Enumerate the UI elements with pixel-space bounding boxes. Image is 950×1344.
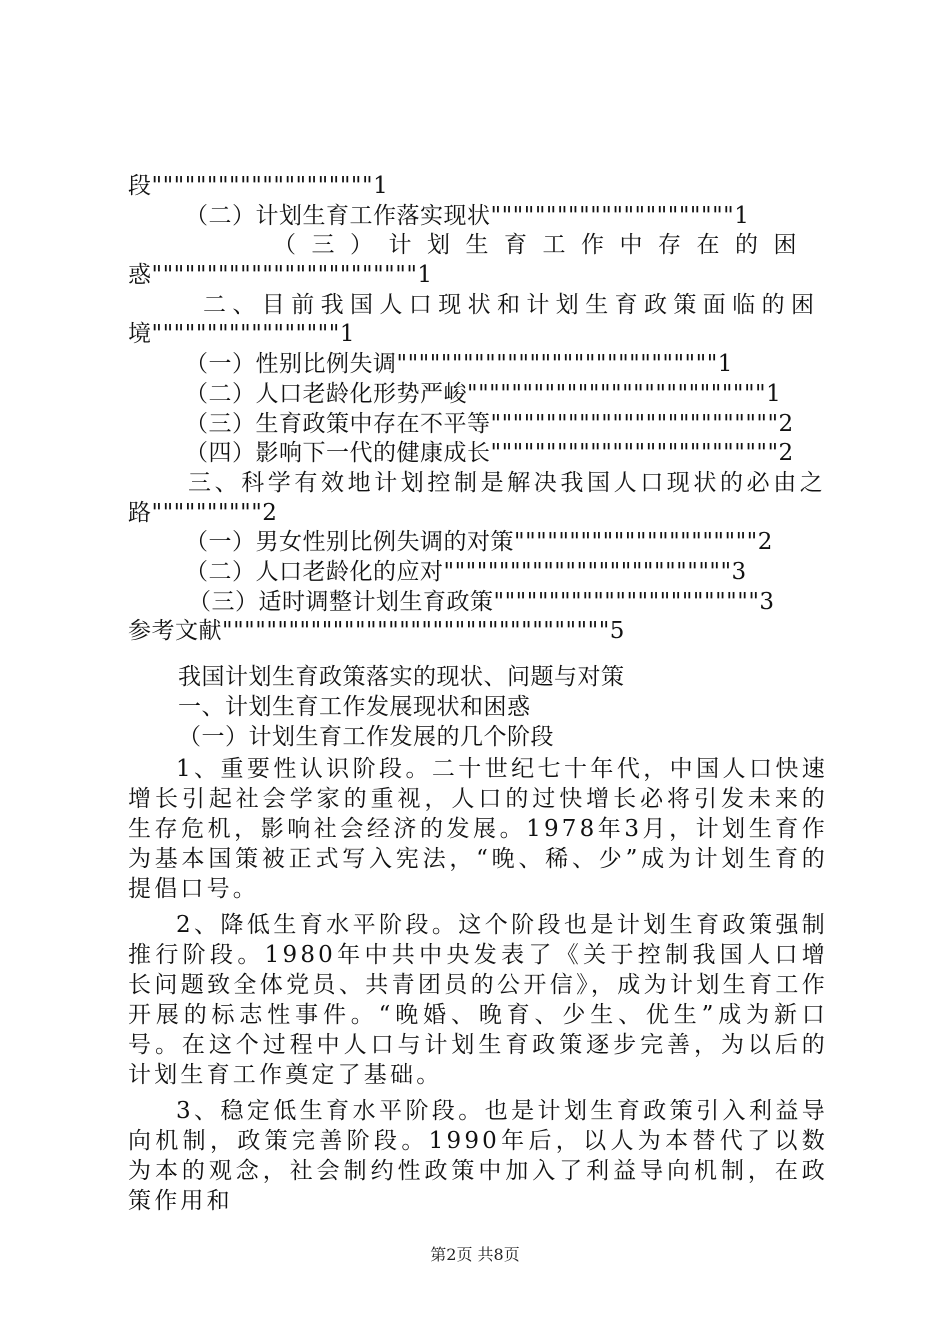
- toc-entry: （二）人口老龄化的应对""""""""""""""""""""""""""3: [185, 558, 747, 585]
- toc-entry: 路""""""""""2: [128, 499, 278, 526]
- toc-entry: 二、目前我国人口现状和计划生育政策面临的困: [203, 291, 821, 318]
- toc-entry: 段""""""""""""""""""""1: [128, 173, 389, 199]
- paragraph: 3、稳定低生育水平阶段。也是计划生育政策引入利益导向机制，政策完善阶段。1990年后，以人为本替代了以数为本的观念，社会制约性政策中加入了利益导向机制，在政策作用和: [128, 1098, 828, 1214]
- toc-entry: （二）计划生育工作落实现状""""""""""""""""""""""1: [185, 202, 750, 229]
- document-body: [128, 662, 828, 1222]
- toc-entry: （三）计划生育工作中存在的困: [273, 232, 812, 259]
- paragraph: 2、降低生育水平阶段。这个阶段也是计划生育政策强制推行阶段。1980年中共中央发表了《关于控制我国人口增长问题致全体党员、共青团员的公开信》，成为计划生育工作开展的标志性事件。“晚婚、晚育、少生、优生”成为新口号。在这个过程中人口与计划生育政策逐步完善，为以后的计划生育工作奠定了基础。: [128, 912, 828, 1088]
- toc-entry: 境"""""""""""""""""1: [128, 321, 355, 348]
- page-footer: 第2页 共8页: [430, 1245, 520, 1264]
- toc-entry: （三）生育政策中存在不平等""""""""""""""""""""""""""2: [185, 410, 794, 437]
- table-of-contents: [128, 172, 834, 647]
- toc-entry: （一）性别比例失调"""""""""""""""""""""""""""""1: [185, 351, 733, 378]
- toc-entry: （二）人口老龄化形势严峻"""""""""""""""""""""""""""1: [185, 380, 782, 407]
- toc-entry: （四）影响下一代的健康成长""""""""""""""""""""""""""2: [185, 440, 794, 467]
- toc-entry: （三）适时调整计划生育政策""""""""""""""""""""""""3: [188, 588, 775, 615]
- document-title: 我国计划生育政策落实的现状、问题与对策: [178, 664, 625, 690]
- toc-entry: （一）男女性别比例失调的对策""""""""""""""""""""""2: [185, 529, 773, 556]
- toc-entry: 三、科学有效地计划控制是解决我国人口现状的必由之: [188, 469, 827, 496]
- toc-entry: 惑""""""""""""""""""""""""1: [128, 262, 433, 289]
- paragraph: 1、重要性认识阶段。二十世纪七十年代，中国人口快速增长引起社会学家的重视，人口的过快增长必将引发未来的生存危机，影响社会经济的发展。1978年3月，计划生育作为基本国策被正式写入宪法，“晚、稀、少”成为计划生育的提倡口号。: [128, 756, 828, 902]
- toc-entry: 参考文献"""""""""""""""""""""""""""""""""""5: [128, 618, 625, 645]
- section-heading: 一、计划生育工作发展现状和困惑: [178, 694, 531, 720]
- subsection-heading: （一）计划生育工作发展的几个阶段: [178, 724, 554, 750]
